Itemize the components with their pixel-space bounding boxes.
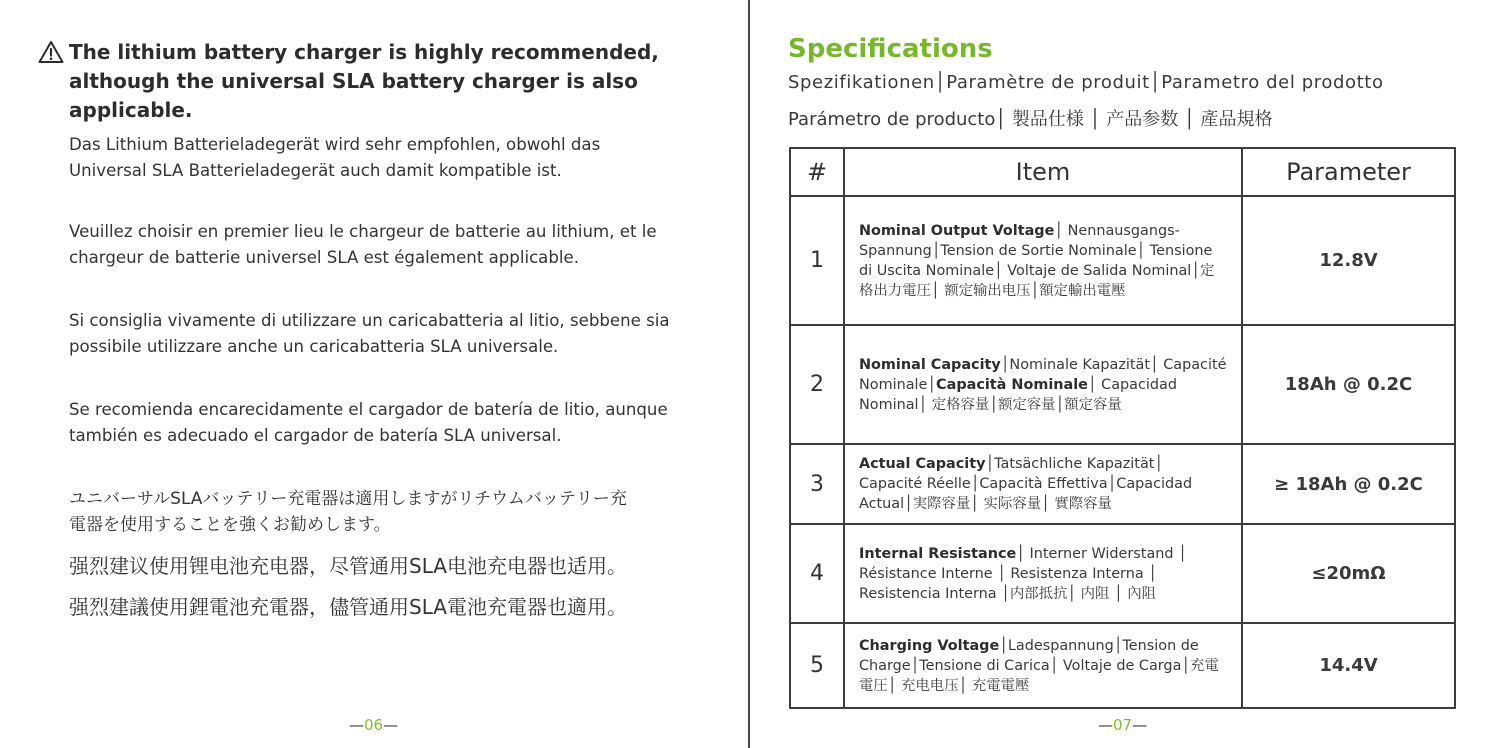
warning-icon [38,40,64,64]
item-name: Internal Resistance [859,545,1017,562]
row-param: 14.4V [1242,623,1455,708]
item-translations: │Nominale Kapazität│ Capacité Nominale│ [859,356,1227,393]
page-number-right: —07— [1098,716,1148,734]
item-name: Nominal Capacity [859,356,1001,373]
row-item [844,196,1242,325]
paragraph-it: Si consiglia vivamente di utilizzare un caricabatteria al litio, sebbene sia possibile utilizzare anche un caricabatteria SLA universale. [69,311,670,356]
table-row [790,196,1455,325]
row-num: 1 [790,196,844,325]
table-row [790,444,1455,524]
item-name-it: Capacità Nominale [936,376,1088,393]
row-item [844,325,1242,444]
row-param: ≤20mΩ [1242,524,1455,623]
header-param: Parameter [1242,148,1455,196]
header-num: # [790,148,844,196]
row-item [844,444,1242,524]
item-translations: │ Capacidad Nominal│ 定格容量│额定容量│額定容量 [859,376,1177,413]
item-translations: │Ladespannung│Tension de Charge│Tensione di Carica│ Voltaje de Carga│充電電圧│ 充电电压│ 充電電壓 [859,637,1219,694]
row-param: 18Ah @ 0.2C [1242,325,1455,444]
row-item [844,524,1242,623]
paragraph-zh-cn: 强烈建议使用锂电池充电器，尽管通用SLA电池充电器也适用。 [69,554,627,578]
item-translations: │ Interner Widerstand │ Résistance Interne │ Resistenza Interna │ Resistencia Interna │内部抵抗│ 内阻 │ 內阻 [859,545,1187,602]
row-param: ≥ 18Ah @ 0.2C [1242,444,1455,524]
paragraph-ja: ユニバーサルSLAバッテリー充電器は適用しますがリチウムバッテリー充電器を使用することを強くお勧めします。 [69,489,627,535]
row-param: 12.8V [1242,196,1455,325]
page-number-left: —06— [349,716,399,734]
paragraph-de: Das Lithium Batterieladegerät wird sehr empfohlen, obwohl das Universal SLA Batterieladegerät auch damit kompatible ist. [69,135,601,180]
paragraph-zh-tw: 强烈建議使用鋰電池充電器，儘管通用SLA電池充電器也適用。 [69,595,627,619]
item-name: Nominal Output Voltage [859,222,1055,239]
table-row [790,623,1455,708]
table-row [790,524,1455,623]
header-item: Item [844,148,1242,196]
page-divider [748,0,750,748]
row-num: 5 [790,623,844,708]
row-num: 3 [790,444,844,524]
row-num: 4 [790,524,844,623]
row-num: 2 [790,325,844,444]
warning-title: The lithium battery charger is highly recommended, although the universal SLA battery charger is also applicable. [69,40,659,122]
paragraph-fr: Veuillez choisir en premier lieu le chargeur de batterie au lithium, et le chargeur de batterie universel SLA est également applicable. [69,222,657,267]
item-name: Charging Voltage [859,637,1000,654]
specifications-table [789,147,1456,709]
specifications-title: Specifications [788,34,993,64]
item-name: Actual Capacity [859,456,986,472]
row-item [844,623,1242,708]
table-row [790,325,1455,444]
table-header-row [790,148,1455,196]
item-translations: │Tatsächliche Kapazität│ Capacité Réelle│Capacità Effettiva│Capacidad Actual│実際容量│ 实际容量│ 實際容量 [859,456,1193,512]
paragraph-es: Se recomienda encarecidamente el cargador de batería de litio, aunque también es adecuado el cargador de batería SLA universal. [69,400,668,445]
item-translations: │ Nennausgangs-Spannung│Tension de Sortie Nominale│ Tensione di Uscita Nominale│ Voltaje de Salida Nominal│定格出力電圧│ 额定输出电压│額定輸出電壓 [859,222,1215,299]
specifications-subtitle-line2: Parámetro de producto│ 製品仕様 │ 产品参数 │ 產品規格 [788,109,1273,130]
specifications-subtitle-line1: Spezifikationen│Paramètre de produit│Parametro del prodotto [788,72,1384,93]
